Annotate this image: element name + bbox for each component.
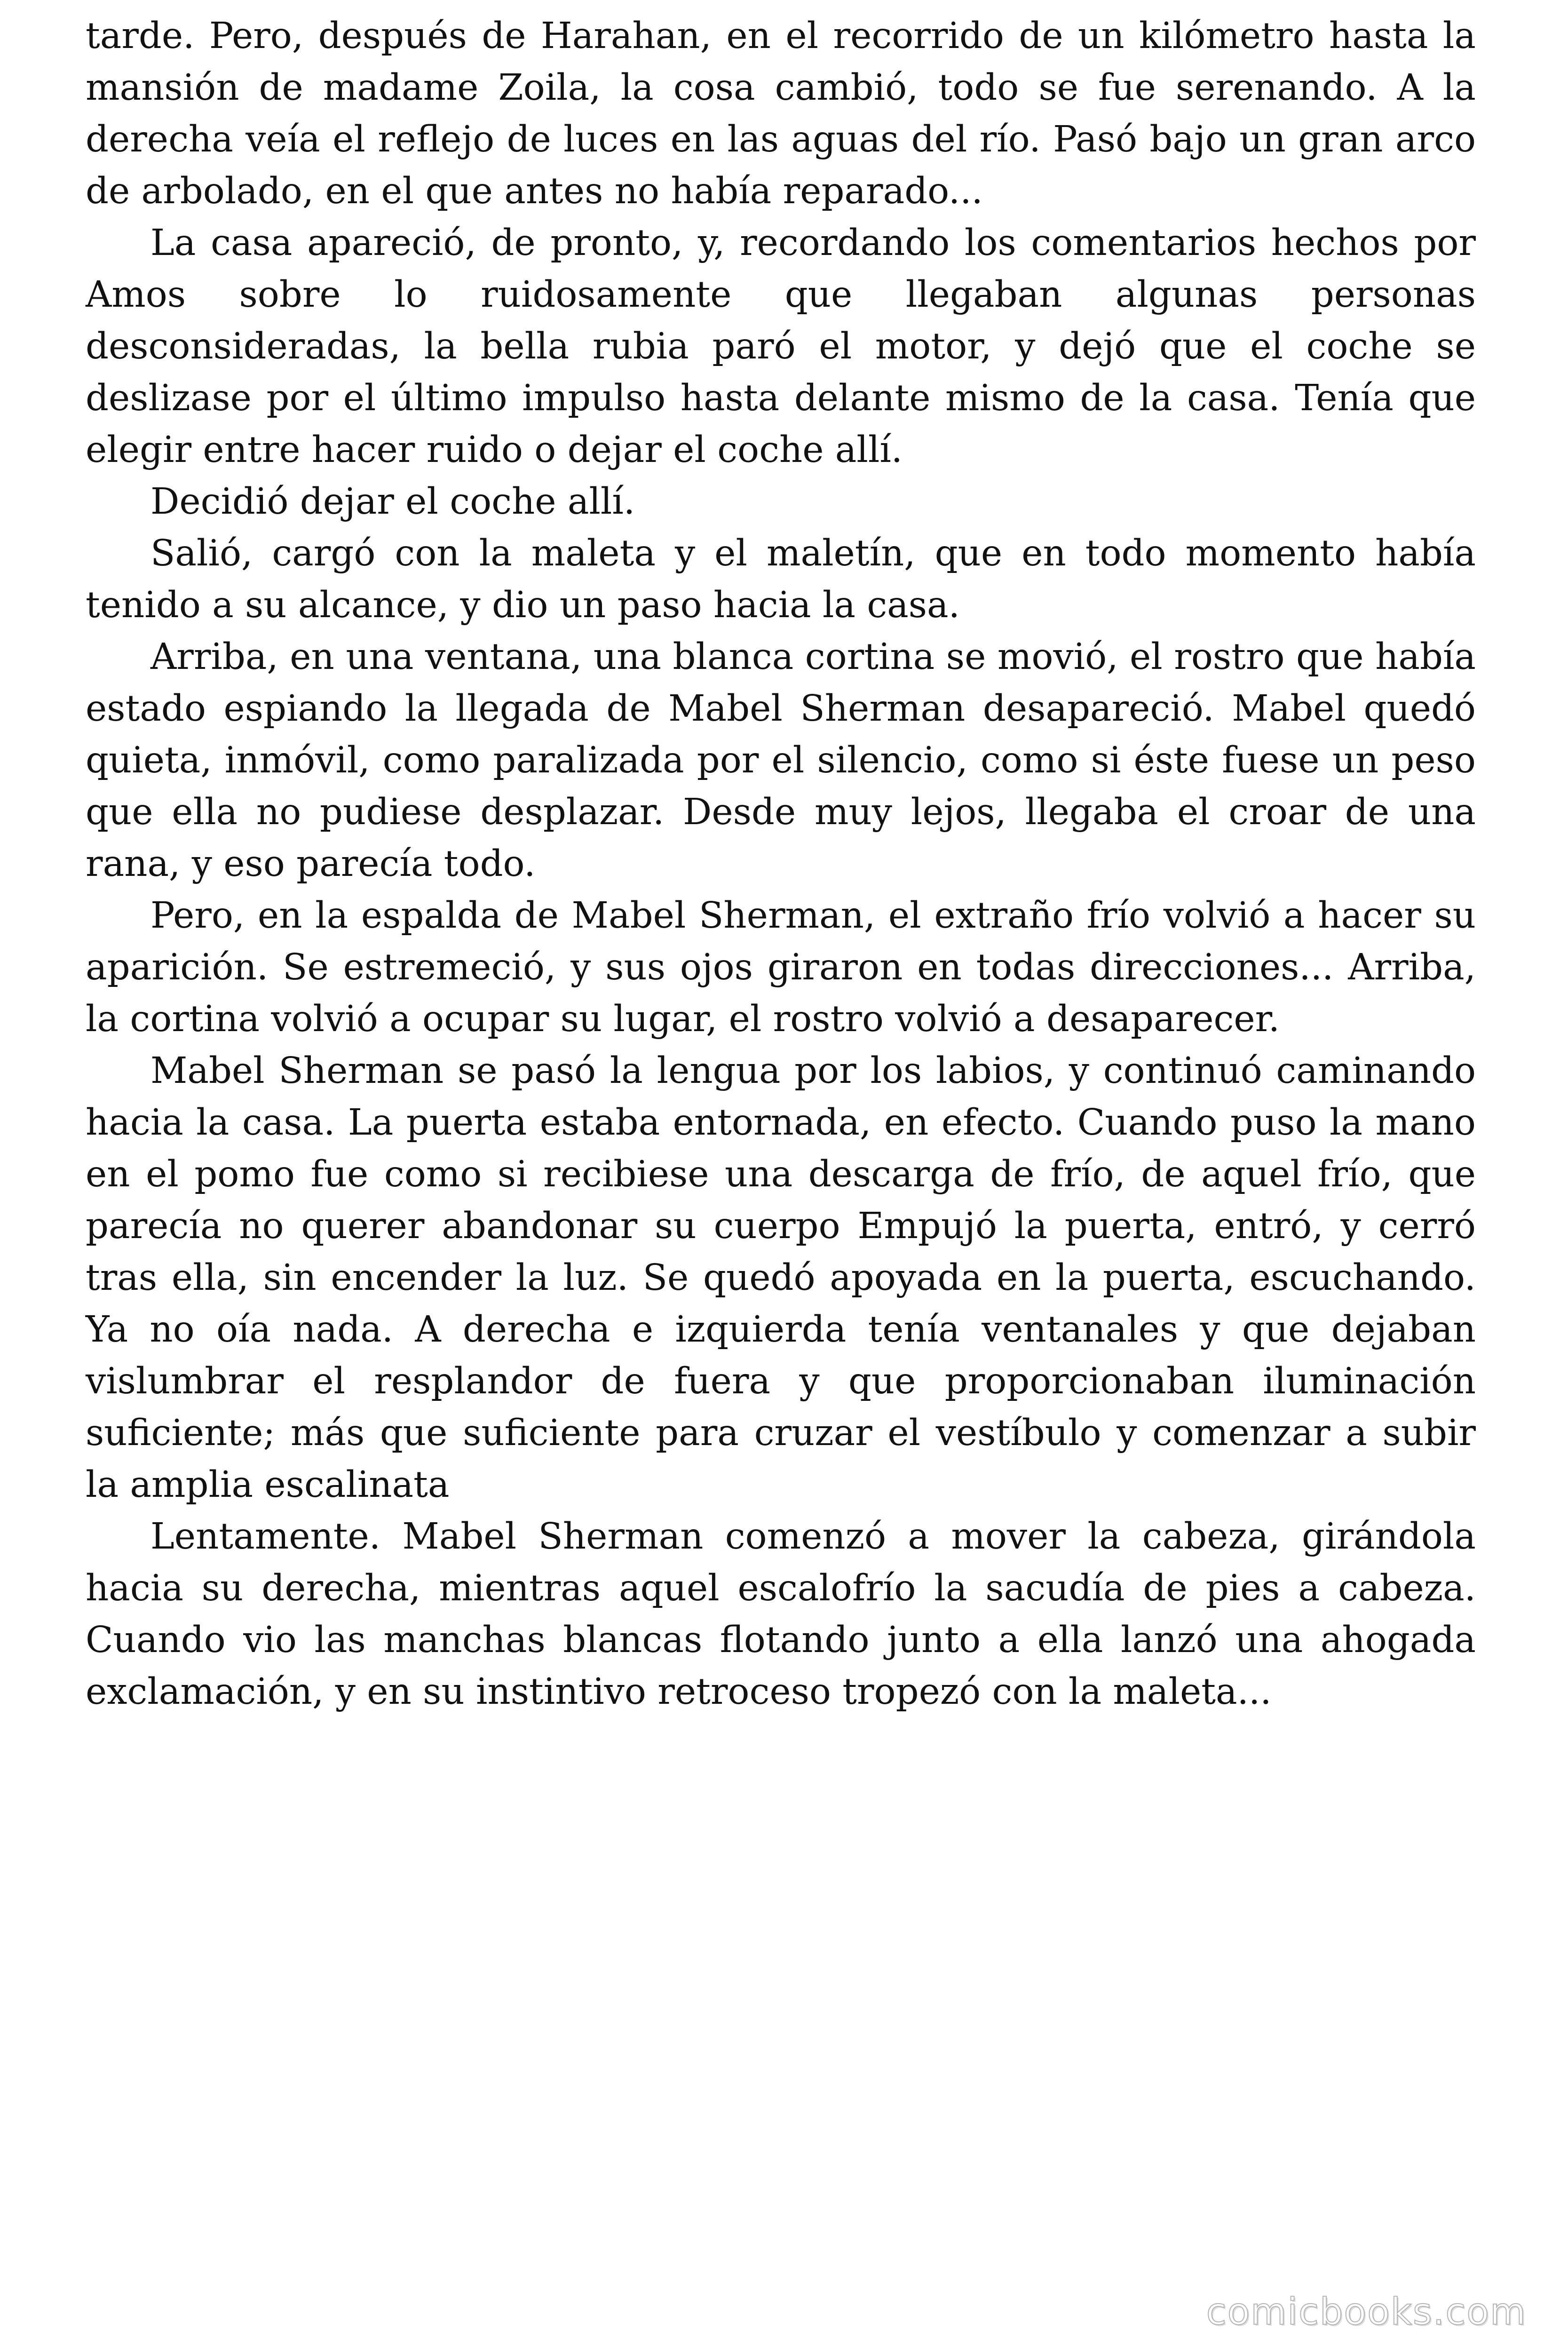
paragraph: Arriba, en una ventana, una blanca cortina se movió, el rostro que había estado espiando la llegada de Mabel Sherman desapareció. Mabel quedó quieta, inmóvil, como paralizada por el silencio, como si éste fuese un peso que ella no pudiese desplazar. Desde muy lejos, llegaba el croar de una rana, y eso parecía todo. [86,636,1476,885]
body-text [86,10,1476,1718]
paragraph: Lentamente. Mabel Sherman comenzó a mover la cabeza, girándola hacia su derecha, mientras aquel escalofrío la sacudía de pies a cabeza. Cuando vio las manchas blancas flotando junto a ella lanzó una ahogada exclamación, y en su instintivo retroceso tropezó con la maleta... [86,1516,1476,1713]
paragraph: Salió, cargó con la maleta y el maletín, que en todo momento había tenido a su alcance, y dio un paso hacia la casa. [86,532,1476,626]
paragraph: Pero, en la espalda de Mabel Sherman, el extraño frío volvió a hacer su aparición. Se estremeció, y sus ojos giraron en todas direcciones... Arriba, la cortina volvió a ocupar su lugar, el rostro volvió a desaparecer. [86,895,1476,1040]
watermark: comicbooks.com [1206,2291,1527,2333]
paragraph: Decidió dejar el coche allí. [150,481,635,523]
paragraph-continuation: tarde. Pero, después de Harahan, en el recorrido de un kilómetro hasta la mansión de madame Zoila, la cosa cambió, todo se fue serenando. A la derecha veía el reflejo de luces en las aguas del río. Pasó bajo un gran arco de arbolado, en el que antes no había reparado... [86,15,1476,212]
paragraph: Mabel Sherman se pasó la lengua por los labios, y continuó caminando hacia la casa. La puerta estaba entornada, en efecto. Cuando puso la mano en el pomo fue como si recibiese una descarga de frío, de aquel frío, que parecía no querer abandonar su cuerpo Empujó la puerta, entró, y cerró tras ella, sin encender la luz. Se quedó apoyada en la puerta, escuchando. Ya no oía nada. A derecha e izquierda tenía ventanales y que dejaban vislumbrar el resplandor de fuera y que proporcionaban iluminación suficiente; más que suficiente para cruzar el vestíbulo y comenzar a subir la amplia escalinata [86,1050,1476,1506]
paragraph: La casa apareció, de pronto, y, recordando los comentarios hechos por Amos sobre lo ruidosamente que llegaban algunas personas desconsideradas, la bella rubia paró el motor, y dejó que el coche se deslizase por el último impulso hasta delante mismo de la casa. Tenía que elegir entre hacer ruido o dejar el coche allí. [86,222,1476,471]
